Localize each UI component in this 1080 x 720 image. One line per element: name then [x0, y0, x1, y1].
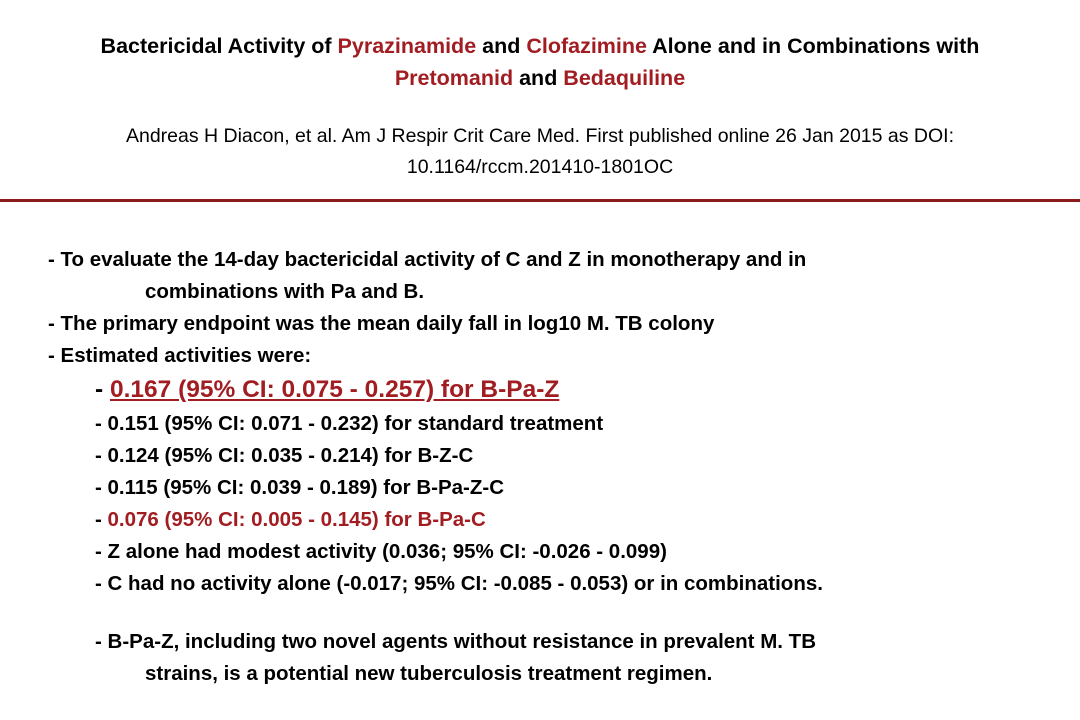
result-b-pa-z: - 0.167 (95% CI: 0.075 - 0.257) for B-Pa-Z [95, 376, 560, 403]
bullet-conclusion: - B-Pa-Z, including two novel agents without resistance in prevalent M. TB [95, 630, 817, 653]
bullet-conclusion-continued: strains, is a potential new tuberculosis treatment regimen. [145, 662, 713, 685]
bullet-objective-continued: combinations with Pa and B. [145, 280, 425, 303]
slide-title: Bactericidal Activity of Pyrazinamide and Clofazimine Alone and in Combinations with Pretomanid and Bedaquiline [100, 34, 980, 90]
drug-pretomanid: Pretomanid [394, 66, 514, 90]
citation-line-1: Andreas H Diacon, et al. Am J Respir Crit Care Med. First published online 26 Jan 2015 as DOI: [125, 125, 955, 147]
bullet-objective: - To evaluate the 14-day bactericidal activity of C and Z in monotherapy and in [48, 248, 807, 271]
divider-rule [0, 199, 1080, 202]
citation-line-2: 10.1164/rccm.201410-1801OC [406, 156, 674, 178]
bullet-estimated: - Estimated activities were: [48, 344, 312, 367]
result-b-z-c: - 0.124 (95% CI: 0.035 - 0.214) for B-Z-C [95, 444, 474, 467]
result-b-pa-c: - 0.076 (95% CI: 0.005 - 0.145) for B-Pa-C [95, 508, 486, 531]
drug-bedaquiline: Bedaquiline [563, 66, 686, 90]
drug-pyrazinamide: Pyrazinamide [337, 34, 477, 58]
result-z-alone: - Z alone had modest activity (0.036; 95% CI: -0.026 - 0.099) [95, 540, 667, 563]
drug-clofazimine: Clofazimine [526, 34, 647, 58]
citation [40, 121, 1040, 183]
spacer [48, 600, 1068, 626]
result-c-alone: - C had no activity alone (-0.017; 95% CI: -0.085 - 0.053) or in combinations. [95, 572, 823, 595]
result-b-pa-z-c: - 0.115 (95% CI: 0.039 - 0.189) for B-Pa-Z-C [95, 476, 505, 499]
result-standard: - 0.151 (95% CI: 0.071 - 0.232) for standard treatment [95, 412, 604, 435]
slide-body [48, 244, 1068, 690]
title-block [40, 30, 1040, 183]
bullet-endpoint: - The primary endpoint was the mean daily fall in log10 M. TB colony [48, 312, 715, 335]
